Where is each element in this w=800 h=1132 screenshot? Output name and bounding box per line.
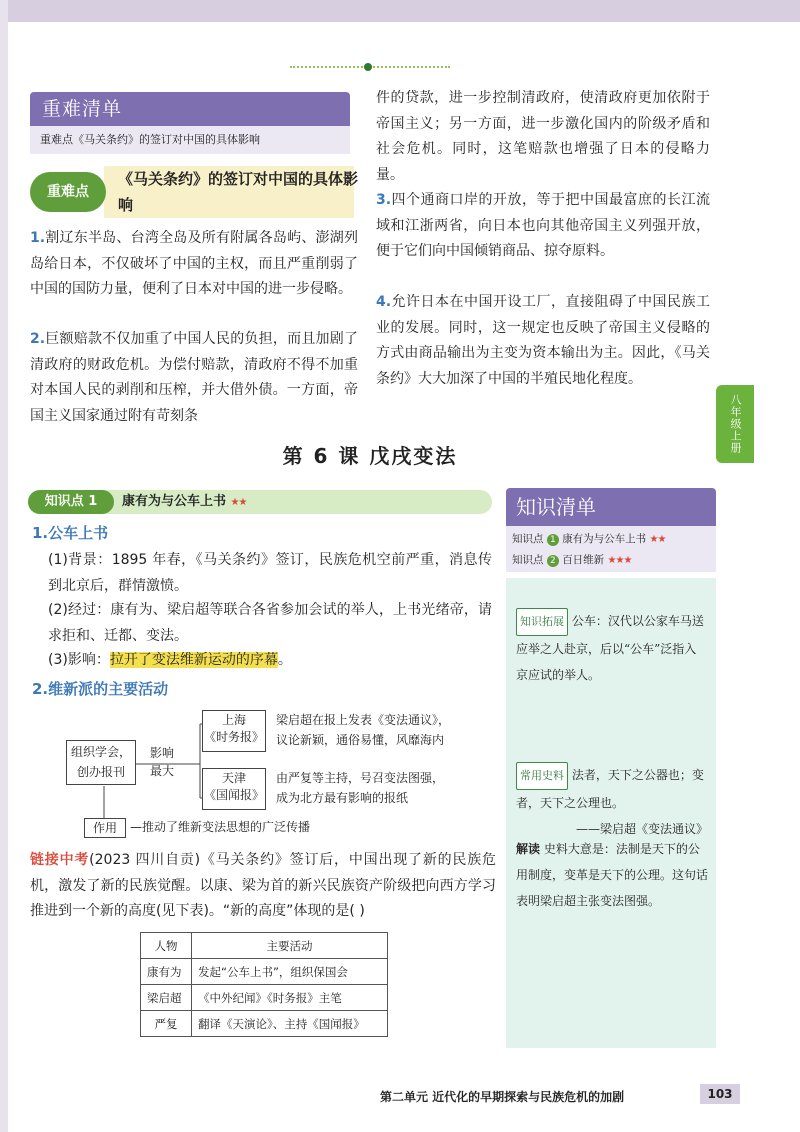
key-point-item-3: 3.四个通商口岸的开放，等于把中国最富庶的长江流域和江浙两省，向日本也向其他帝国主义列强开放，便于它们向中国倾销商品、掠夺原料。 <box>376 192 710 259</box>
key-list-subtitle: 重难点《马关条约》的签订对中国的具体影响 <box>40 133 260 146</box>
interpretation: 解读 史料大意是：法制是天下的公用制度，变革是天下的公理。这句话表明梁启超主张变法图强。 <box>516 842 709 908</box>
knowledge-extension: 知识拓展 公车：汉代以公家车马送应举之人赴京，后以“公车”泛指入京应试的举人。 <box>516 608 708 688</box>
knowledge-extension-tag: 知识拓展 <box>516 608 568 636</box>
knowledge-list-header: 知识清单 <box>506 488 716 526</box>
table-row: 康有为 发起“公车上书”，组织保国会 <box>141 959 388 985</box>
diagram-box-shanghai: 上海 《时务报》 <box>202 710 266 752</box>
exam-question: 链接中考(2023 四川自贡)《马关条约》签订后，中国出现了新的民族危机，激发了新的民族觉醒。以康、梁为首的新兴民族资产阶级把向西方学习推进到一个新的高度(见下表)。“新的高度”体现的是( ) <box>30 852 496 919</box>
key-point-item-2: 2.巨额赔款不仅加重了中国人民的负担，而且加剧了清政府的财政危机。为偿付赔款，清政府不得不加重对本国人民的剥削和压榨，并大借外债。一方面，帝国主义国家通过附有苛刻条 <box>30 331 358 424</box>
kp1-tag: 知识点 1 <box>28 490 114 514</box>
diagram-box-tianjin: 天津 《国闻报》 <box>202 768 266 810</box>
left-edge <box>0 0 8 1132</box>
page-number: 103 <box>700 1084 740 1104</box>
kp1-line-1: (1)背景：1895 年春，《马关条约》签订，民族危机空前严重，消息传到北京后，群情激愤。 <box>48 552 492 594</box>
knowledge-list-body <box>506 526 716 572</box>
kp1-line-3: (3)影响：拉开了变法维新运动的序幕。 <box>48 652 292 668</box>
exam-tag: 链接中考 <box>30 852 90 868</box>
kp1-stars: ★★ <box>230 497 247 508</box>
key-point-item-1: 1.割辽东半岛、台湾全岛及所有附属各岛屿、澎湖列岛给日本，不仅破坏了中国的主权，而且严重削弱了中国的国防力量，便利了日本对中国的进一步侵略。 <box>30 230 358 297</box>
key-list-subtitle-bar <box>30 126 350 154</box>
highlight-text: 拉开了变法维新运动的序幕 <box>109 652 278 668</box>
footer-unit: 第二单元 近代化的早期探索与民族危机的加剧 <box>380 1090 625 1104</box>
diagram-root: 组织学会，创办报刊 <box>66 740 136 785</box>
kp1-line-2: (2)经过：康有为、梁启超等联合各省参加会试的举人，上书光绪帝，请求拒和、迁都、变法。 <box>48 602 492 644</box>
key-list-header <box>30 92 350 126</box>
diagram-effect-text: —推动了维新变法思想的广泛传播 <box>130 820 311 834</box>
common-source: 常用史料 法者，天下之公器也；变者，天下之公理也。 ——梁启超《变法通议》 <box>516 762 708 842</box>
key-point-item-2-cont: 件的贷款，进一步控制清政府，使清政府更加依附于帝国主义；另一方面，进一步激化国内的阶级矛盾和社会危机。同时，这笔赔款也增强了日本的侵略力量。 <box>376 90 710 183</box>
grade-side-tab: 八年级上册 <box>716 385 754 463</box>
list-item: 知识点 2 百日维新 ★★★ <box>512 554 632 566</box>
section-2-heading: 2.维新派的主要活动 <box>32 680 169 698</box>
kp1-title: 康有为与公车上书 ★★ <box>122 494 247 509</box>
key-point-item-4: 4.允许日本在中国开设工厂，直接阻碍了中国民族工业的发展。同时，这一规定也反映了帝国主义侵略的方式由商品输出为主变为资本输出为主。因此，《马关条约》大大加深了中国的半殖民地化程度。 <box>376 294 710 387</box>
list-item: 知识点 1 康有为与公车上书 ★★ <box>512 533 666 545</box>
divider-center-dot <box>364 63 372 71</box>
diagram-desc-tianjin: 由严复等主持，号召变法图强， 成为北方最有影响的报纸 <box>276 771 445 805</box>
key-point-title: 《马关条约》的签订对中国的具体影响 <box>118 170 359 214</box>
top-edge <box>0 0 800 22</box>
exam-table: 人物 主要活动 康有为 发起“公车上书”，组织保国会 梁启超 《中外纪闻》《时务报》主笔 严复 翻译《天演论》、主持《国闻报》 <box>140 932 388 1037</box>
key-list-title: 重难清单 <box>42 98 123 120</box>
lesson-title: 第 6 课 戊戌变法 <box>282 444 458 468</box>
diagram-mid: 影响最大 <box>149 746 174 778</box>
table-row: 严复 翻译《天演论》、主持《国闻报》 <box>141 1011 388 1037</box>
diagram-effect-label: 作用 <box>84 818 126 838</box>
key-point-badge: 重难点 <box>30 172 106 212</box>
common-source-tag: 常用史料 <box>516 762 568 790</box>
section-1-heading: 1.公车上书 <box>32 524 109 542</box>
diagram-desc-shanghai: 梁启超在报上发表《变法通议》， 议论新颖，通俗易懂，风靡海内 <box>276 713 451 747</box>
table-row: 梁启超 《中外纪闻》《时务报》主笔 <box>141 985 388 1011</box>
